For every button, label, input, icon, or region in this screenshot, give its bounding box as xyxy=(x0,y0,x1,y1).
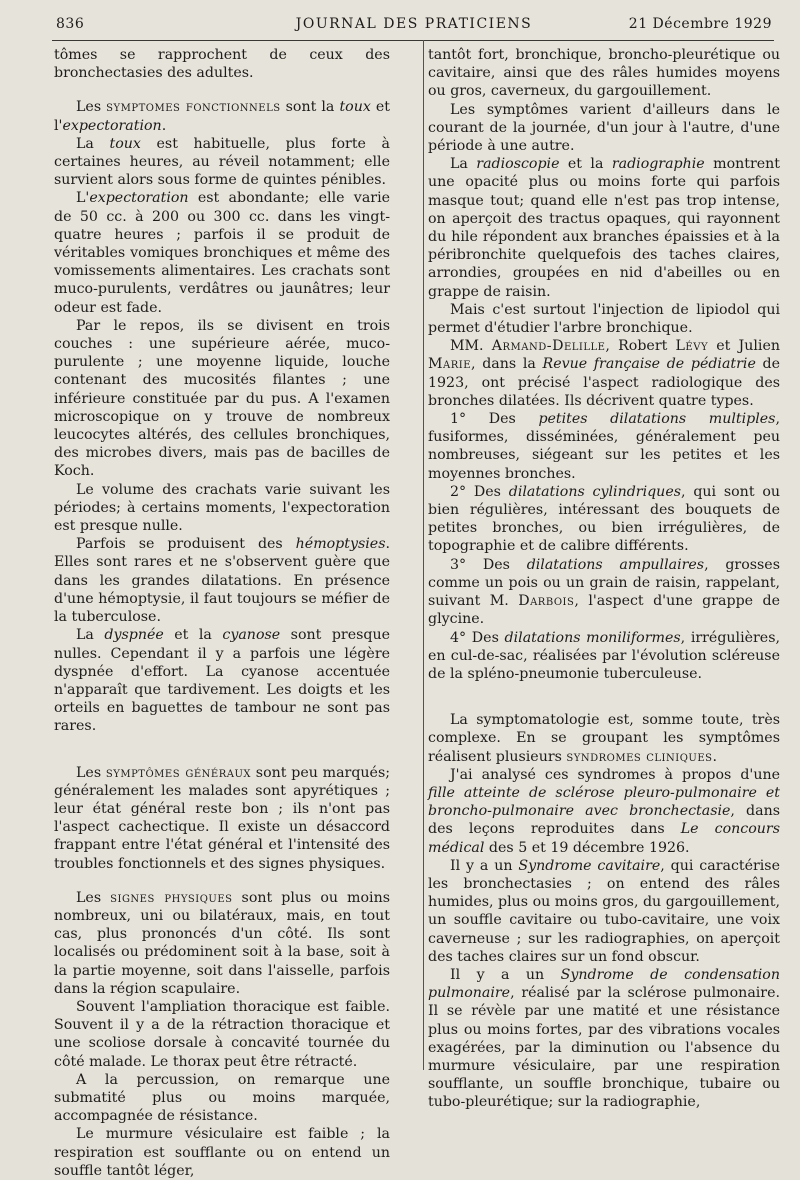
small-caps-term: symptômes généraux xyxy=(105,764,251,781)
paragraph: MM. Armand-Delille, Robert Lévy et Julien Marie, dans la Revue française de pédiatrie de 1923, ont précisé l'aspect radiologique des bronches dilatées. Ils décrivent quatre types. xyxy=(428,338,781,409)
paragraph: Mais c'est surtout l'injection de lipiodol qui permet d'étudier l'arbre bronchique. xyxy=(428,301,780,337)
paragraph: Le murmure vésiculaire est faible ; la respiration est soufflante ou on entend un souffle tantôt léger, xyxy=(54,1126,390,1179)
paragraph: tômes se rapprochent de ceux des bronchectasies des adultes. xyxy=(54,47,390,82)
paragraph: A la percussion, on remarque une submatité plus ou moins marquée, accompagnée de résistance. xyxy=(54,1071,390,1125)
paragraph: Il y a un Syndrome de condensation pulmonaire, réalisé par la sclérose pulmonaire. Il se révèle par une matité et une résistance plus ou moins fortes, par des vibrations vocales exagérées, par la diminution ou l'absence du murmure vésiculaire, par une respiration soufflante, un souffle bronchique, tubaire ou tubo-pleurétique; sur la radiographie, xyxy=(428,966,780,1111)
paragraph: Les signes physiques sont plus ou moins nombreux, uni ou bilatéraux, mais, en tout cas, plus prononcés d'un côté. Ils sont localisés ou prédominent soit à la base, soit à la partie moyenne, soit dans l'aisselle, parfois dans la région scapulaire. xyxy=(54,889,390,997)
running-header xyxy=(56,14,772,36)
paragraph: La dyspnée et la cyanose sont presque nulles. Cependant il y a parfois une légère dyspnée d'effort. La cyanose accentuée n'apparaît que tardivement. Les doigts et les orteils en baguettes de tambour ne sont pas rares. xyxy=(54,627,390,735)
small-caps-term: symptomes fonctionnels xyxy=(106,99,281,116)
page-number: 836 xyxy=(56,16,85,32)
paragraph: 1° Des petites dilatations multiples, fusiformes, disséminées, généralement peu nombreuses, siégeant sur les petites et les moyennes bronches. xyxy=(428,411,780,482)
paragraph: Il y a un Syndrome cavitaire, qui caractérise les bronchectasies ; on entend des râles humides, plus ou moins gros, du gargouillement, un souffle cavitaire ou tubo-cavitaire, une voix caverneuse ; sur les radiographies, on aperçoit des taches claires sur un fond obscur. xyxy=(428,857,780,965)
column-divider xyxy=(423,40,424,1070)
right-column xyxy=(428,46,780,1112)
author-name: Marie xyxy=(428,356,472,373)
paragraph: Parfois se produisent des hémoptysies. Elles sont rares et ne s'observent guère que dans les grandes dilatations. En présence d'une hémoptysie, il faut toujours se méfier de la tuberculose. xyxy=(54,536,390,626)
paragraph: Par le repos, ils se divisent en trois couches : une supérieure aérée, muco-purulente ; une moyenne liquide, louche contenant des mucosités filantes ; une inférieure constituée par du pus. A l'examen microscopique on y trouve de nombreux leucocytes altérés, des cellules bronchiques, des microbes divers, mais pas de bacilles de Koch. xyxy=(54,317,390,480)
paragraph: 4° Des dilatations moniliformes, irrégulières, en cul-de-sac, réalisées par l'évolution scléreuse de la spléno-pneumonie tuberculeuse. xyxy=(428,629,780,682)
paragraph: Les symptômes généraux sont peu marqués; généralement les malades sont apyrétiques ; leur état général reste bon ; ils n'ont pas l'aspect cachectique. Il existe un désaccord frappant entre l'état général et l'intensité des troubles fonctionnels et des signes physiques. xyxy=(54,764,391,872)
paragraph: tantôt fort, bronchique, broncho-pleurétique ou cavitaire, ainsi que des râles humides moyens ou gros, caverneux, du gargouillement. xyxy=(428,47,780,100)
paragraph: Les symptômes varient d'ailleurs dans le courant de la journée, d'un jour à l'autre, d'une période à une autre. xyxy=(428,101,780,155)
author-name: Armand-Delille xyxy=(491,338,606,355)
paragraph: La symptomatologie est, somme toute, très complexe. En se groupant les symptômes réalisent plusieurs syndromes cliniques. xyxy=(428,712,780,765)
paragraph: La radioscopie et la radiographie montrent une opacité plus ou moins forte qui parfois masque tout; quand elle n'est pas trop intense, on aperçoit des tractus opaques, qui rayonnent du hile répondent aux branches épaissies et à la péribronchite quelquefois des taches claires, arrondies, groupées en nid d'abeilles ou en grappe de raisin. xyxy=(428,156,780,300)
paragraph: J'ai analysé ces syndromes à propos d'une fille atteinte de sclérose pleuro-pulmonaire et broncho-pulmonaire avec bronchectasie, dans des leçons reproduites dans Le concours médical des 5 et 19 décembre 1926. xyxy=(428,766,781,856)
small-caps-term: syndromes cliniques xyxy=(566,748,713,765)
paragraph: 3° Des dilatations ampullaires, grosses comme un pois ou un grain de raisin, rappelant, suivant M. Darbois, l'aspect d'une grappe de glycine. xyxy=(428,556,780,628)
paragraph: Les symptomes fonctionnels sont la toux et l'expectoration. xyxy=(54,99,391,134)
paragraph: La toux est habituelle, plus forte à certaines heures, au réveil notamment; elle survient alors sous forme de quintes pénibles. xyxy=(54,135,391,189)
paragraph: L'expectoration est abondante; elle varie de 50 cc. à 200 ou 300 cc. dans les vingt-quatre heures ; parfois il se produit de véritables vomiques bronchiques et même des vomissements alimentaires. Les crachats sont muco-purulents, verdâtres ou jaunâtres; leur odeur est fade. xyxy=(54,190,390,316)
author-name: Darbois xyxy=(518,593,575,610)
paragraph: 2° Des dilatations cylindriques, qui sont ou bien régulières, intéressant des bouquets de petites bronches, ou bien irrégulières, de topographie et de calibre différents. xyxy=(428,483,780,555)
paragraph: Le volume des crachats varie suivant les périodes; à certains moments, l'expectoration est presque nulle. xyxy=(54,481,390,535)
issue-date: 21 Décembre 1929 xyxy=(628,16,772,32)
small-caps-term: signes physiques xyxy=(110,889,233,906)
header-rule xyxy=(52,40,774,41)
journal-title: JOURNAL DES PRATICIENS xyxy=(295,16,533,32)
author-name: Lévy xyxy=(675,338,709,355)
paragraph: Souvent l'ampliation thoracique est faible. Souvent il y a de la rétraction thoracique et une scoliose dorsale à concavité tournée du côté malade. Le thorax peut être rétracté. xyxy=(54,998,390,1070)
left-column xyxy=(54,46,390,1180)
